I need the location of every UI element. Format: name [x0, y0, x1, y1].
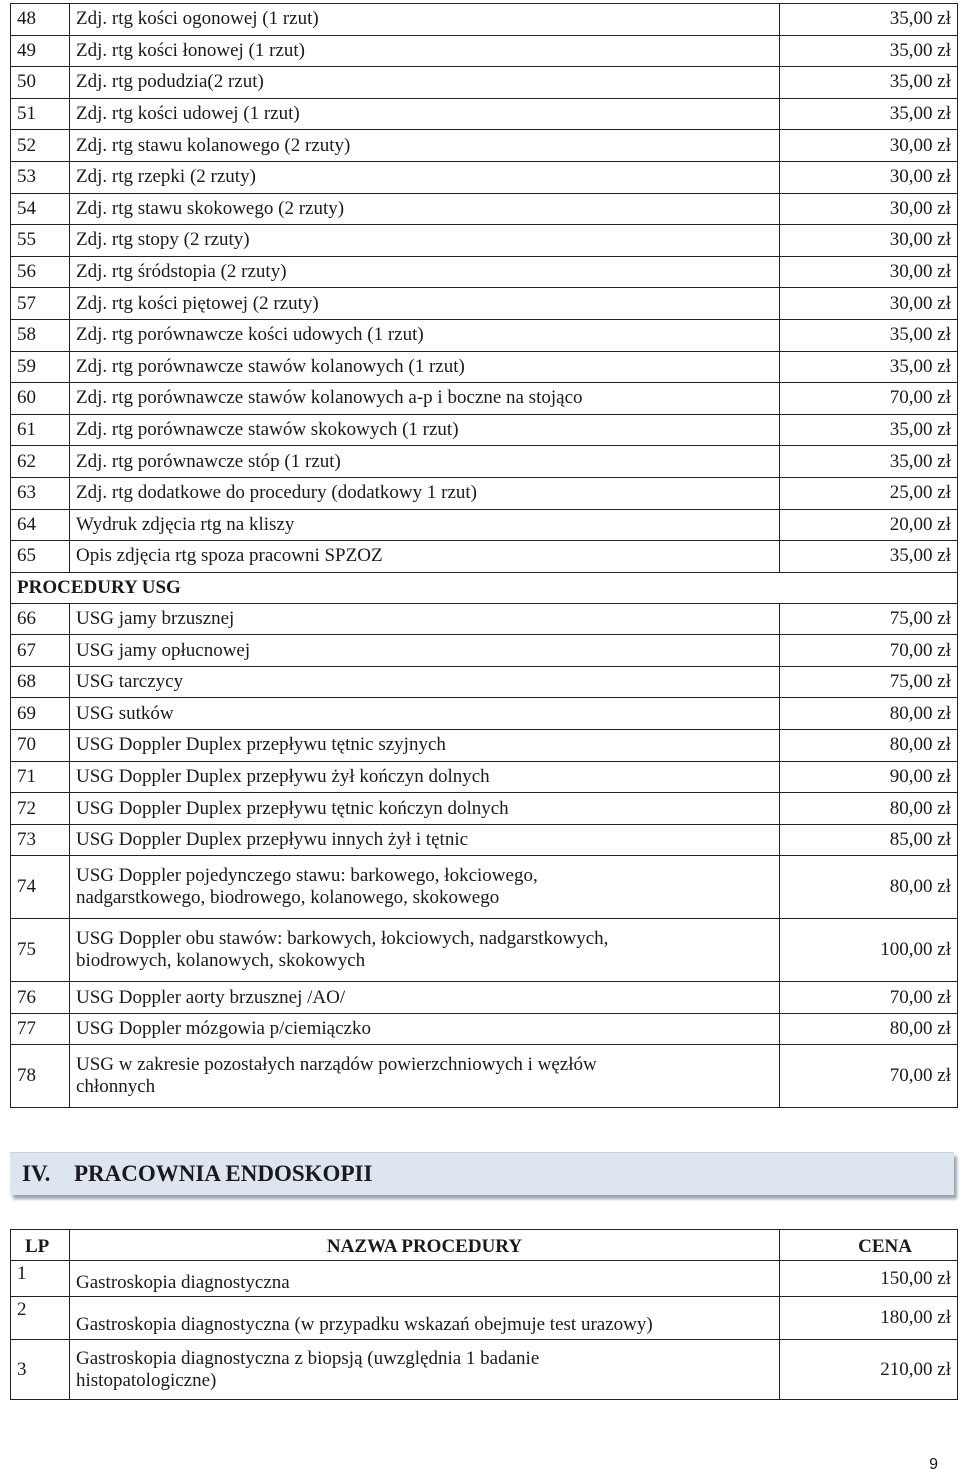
- row-name: Zdj. rtg śródstopia (2 rzuty): [70, 256, 780, 288]
- row-name-line: histopatologiczne): [76, 1369, 217, 1391]
- row-name: Gastroskopia diagnostyczna (w przypadku wskazań obejmuje test urazowy): [70, 1297, 780, 1340]
- row-name: Zdj. rtg porównawcze stawów skokowych (1 rzut): [70, 414, 780, 446]
- row-price: 80,00 zł: [780, 698, 958, 730]
- table-row: [11, 130, 958, 162]
- column-header-name: NAZWA PROCEDURY: [70, 1230, 780, 1261]
- table-row: [11, 919, 958, 982]
- row-lp: 55: [11, 225, 70, 257]
- row-lp: 53: [11, 161, 70, 193]
- table-row: [11, 856, 958, 919]
- table-row: [11, 225, 958, 257]
- row-lp: 51: [11, 98, 70, 130]
- row-lp: 76: [11, 982, 70, 1014]
- table-row: [11, 824, 958, 856]
- table-row: [11, 193, 958, 225]
- row-name: Zdj. rtg kości piętowej (2 rzuty): [70, 288, 780, 320]
- row-name: Zdj. rtg porównawcze kości udowych (1 rzut): [70, 319, 780, 351]
- table-row: [11, 603, 958, 635]
- row-price: 80,00 zł: [780, 1014, 958, 1045]
- table-row: [11, 1045, 958, 1108]
- usg-rows: [11, 603, 958, 856]
- row-lp: 2: [11, 1297, 70, 1340]
- row-price: 35,00 zł: [780, 67, 958, 99]
- row-name: USG Doppler Duplex przepływu żył kończyn dolnych: [70, 761, 780, 793]
- table-row: [11, 161, 958, 193]
- table-row: [11, 982, 958, 1014]
- table-row: [11, 4, 958, 36]
- usg-section: [11, 572, 958, 603]
- row-price: 210,00 zł: [780, 1340, 958, 1400]
- chapter-heading: [10, 1152, 954, 1195]
- row-name: Zdj. rtg podudzia(2 rzut): [70, 67, 780, 99]
- table-row: [11, 67, 958, 99]
- row-lp: 71: [11, 761, 70, 793]
- row-price: 20,00 zł: [780, 509, 958, 541]
- table-row: [11, 509, 958, 541]
- row-price: 35,00 zł: [780, 35, 958, 67]
- chapter-number: IV.: [22, 1161, 51, 1186]
- row-name: USG jamy brzusznej: [70, 603, 780, 635]
- table-row: [11, 414, 958, 446]
- row-name: Zdj. rtg stawu kolanowego (2 rzuty): [70, 130, 780, 162]
- row-price: 30,00 zł: [780, 256, 958, 288]
- table-row: [11, 477, 958, 509]
- usg-rows-multiline: [11, 856, 958, 1108]
- table-row: [11, 35, 958, 67]
- table-row: [11, 793, 958, 825]
- row-name: USG tarczycy: [70, 666, 780, 698]
- row-price: 30,00 zł: [780, 288, 958, 320]
- usg-section-title: PROCEDURY USG: [11, 572, 958, 603]
- row-price: 30,00 zł: [780, 161, 958, 193]
- row-name: Zdj. rtg rzepki (2 rzuty): [70, 161, 780, 193]
- row-price: 30,00 zł: [780, 193, 958, 225]
- row-name: Zdj. rtg porównawcze stawów kolanowych (1 rzut): [70, 351, 780, 383]
- row-name: Gastroskopia diagnostyczna: [70, 1261, 780, 1297]
- row-lp: 66: [11, 603, 70, 635]
- row-lp: 75: [11, 919, 70, 982]
- row-price: 80,00 zł: [780, 856, 958, 919]
- row-price: 35,00 zł: [780, 541, 958, 573]
- row-name: USG jamy opłucnowej: [70, 635, 780, 667]
- row-price: 70,00 zł: [780, 982, 958, 1014]
- row-lp: 3: [11, 1340, 70, 1400]
- row-name-line: USG Doppler pojedynczego stawu: barkowego, łokciowego,: [76, 865, 538, 887]
- table-header-row: [11, 1230, 958, 1261]
- row-name-line: nadgarstkowego, biodrowego, kolanowego, skokowego: [76, 887, 500, 909]
- row-name: USG sutków: [70, 698, 780, 730]
- row-name-line: chłonnych: [76, 1076, 156, 1098]
- row-name: USG Doppler Duplex przepływu innych żył i tętnic: [70, 824, 780, 856]
- table-row: [11, 730, 958, 762]
- row-name: USG Doppler mózgowia p/ciemiączko: [70, 1014, 780, 1045]
- table-row: [11, 288, 958, 320]
- table-row: [11, 698, 958, 730]
- table-row: [11, 541, 958, 573]
- row-lp: 70: [11, 730, 70, 762]
- row-lp: 56: [11, 256, 70, 288]
- table-row: [11, 98, 958, 130]
- row-name-line: USG Doppler obu stawów: barkowych, łokciowych, nadgarstkowych,: [76, 928, 609, 950]
- row-price: 70,00 zł: [780, 635, 958, 667]
- row-lp: 65: [11, 541, 70, 573]
- table-row: [11, 1014, 958, 1045]
- row-name: Zdj. rtg kości udowej (1 rzut): [70, 98, 780, 130]
- table-row: [11, 1340, 958, 1400]
- table-row: [11, 319, 958, 351]
- row-price: 70,00 zł: [780, 383, 958, 415]
- row-lp: 61: [11, 414, 70, 446]
- row-price: 30,00 zł: [780, 225, 958, 257]
- row-price: 150,00 zł: [780, 1261, 958, 1297]
- row-name: Zdj. rtg kości łonowej (1 rzut): [70, 35, 780, 67]
- row-lp: 58: [11, 319, 70, 351]
- column-header-lp: LP: [11, 1230, 70, 1261]
- row-price: 35,00 zł: [780, 414, 958, 446]
- row-name: USG Doppler aorty brzusznej /AO/: [70, 982, 780, 1014]
- row-lp: 52: [11, 130, 70, 162]
- row-lp: 69: [11, 698, 70, 730]
- row-price: 70,00 zł: [780, 1045, 958, 1108]
- row-name: [70, 1340, 780, 1400]
- row-name: Zdj. rtg porównawcze stawów kolanowych a-p i boczne na stojąco: [70, 383, 780, 415]
- chapter-title: PRACOWNIA ENDOSKOPII: [74, 1161, 373, 1186]
- row-price: 35,00 zł: [780, 351, 958, 383]
- row-lp: 63: [11, 477, 70, 509]
- row-price: 35,00 zł: [780, 446, 958, 478]
- row-lp: 64: [11, 509, 70, 541]
- table-row: [11, 383, 958, 415]
- row-price: 100,00 zł: [780, 919, 958, 982]
- page-number: 9: [929, 1456, 938, 1473]
- row-name: Zdj. rtg stawu skokowego (2 rzuty): [70, 193, 780, 225]
- row-lp: 68: [11, 666, 70, 698]
- row-lp: 78: [11, 1045, 70, 1108]
- row-price: 90,00 zł: [780, 761, 958, 793]
- row-price: 35,00 zł: [780, 4, 958, 36]
- table-row: [11, 635, 958, 667]
- row-price: 75,00 zł: [780, 603, 958, 635]
- row-name-line: biodrowych, kolanowych, skokowych: [76, 950, 366, 972]
- row-name-line: USG w zakresie pozostałych narządów powierzchniowych i węzłów: [76, 1054, 597, 1076]
- row-price: 25,00 zł: [780, 477, 958, 509]
- row-price: 180,00 zł: [780, 1297, 958, 1340]
- row-price: 30,00 zł: [780, 130, 958, 162]
- row-lp: 48: [11, 4, 70, 36]
- row-name: Zdj. rtg stopy (2 rzuty): [70, 225, 780, 257]
- table-row: [11, 351, 958, 383]
- row-lp: 74: [11, 856, 70, 919]
- price-table-endoscopy: [10, 1229, 958, 1400]
- row-lp: 49: [11, 35, 70, 67]
- row-name: USG Doppler Duplex przepływu tętnic szyjnych: [70, 730, 780, 762]
- row-name: USG Doppler Duplex przepływu tętnic kończyn dolnych: [70, 793, 780, 825]
- price-table-radiology-usg: [10, 3, 958, 1108]
- row-price: 35,00 zł: [780, 319, 958, 351]
- row-lp: 77: [11, 1014, 70, 1045]
- radiology-rows: [11, 4, 958, 573]
- table-row: [11, 1261, 958, 1297]
- row-price: 85,00 zł: [780, 824, 958, 856]
- row-name-line: Gastroskopia diagnostyczna z biopsją (uwzględnia 1 badanie: [76, 1347, 540, 1369]
- row-lp: 73: [11, 824, 70, 856]
- row-name: [70, 919, 780, 982]
- table-row: [11, 666, 958, 698]
- usg-section-row: [11, 572, 958, 603]
- row-price: 75,00 zł: [780, 666, 958, 698]
- row-lp: 60: [11, 383, 70, 415]
- row-name: Opis zdjęcia rtg spoza pracowni SPZOZ: [70, 541, 780, 573]
- row-name: Zdj. rtg kości ogonowej (1 rzut): [70, 4, 780, 36]
- row-lp: 1: [11, 1261, 70, 1297]
- row-name: [70, 1045, 780, 1108]
- row-price: 80,00 zł: [780, 730, 958, 762]
- row-name: Wydruk zdjęcia rtg na kliszy: [70, 509, 780, 541]
- row-price: 35,00 zł: [780, 98, 958, 130]
- row-lp: 57: [11, 288, 70, 320]
- table-row: [11, 761, 958, 793]
- column-header-price: CENA: [780, 1230, 958, 1261]
- row-name: Zdj. rtg dodatkowe do procedury (dodatkowy 1 rzut): [70, 477, 780, 509]
- row-lp: 62: [11, 446, 70, 478]
- row-lp: 72: [11, 793, 70, 825]
- table-row: [11, 1297, 958, 1340]
- row-lp: 67: [11, 635, 70, 667]
- row-lp: 50: [11, 67, 70, 99]
- row-name: Zdj. rtg porównawcze stóp (1 rzut): [70, 446, 780, 478]
- row-price: 80,00 zł: [780, 793, 958, 825]
- table-row: [11, 446, 958, 478]
- table-row: [11, 256, 958, 288]
- row-lp: 59: [11, 351, 70, 383]
- row-lp: 54: [11, 193, 70, 225]
- row-name: [70, 856, 780, 919]
